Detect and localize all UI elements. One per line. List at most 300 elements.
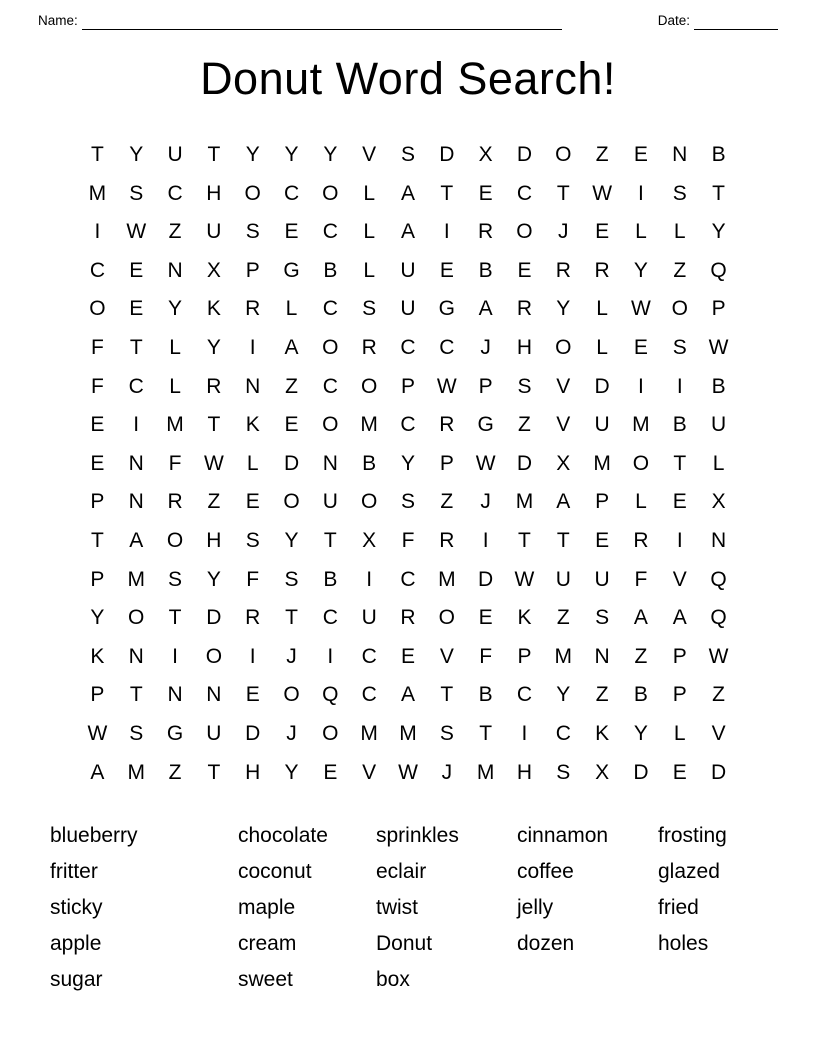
grid-cell[interactable]: Y (633, 721, 648, 745)
grid-cell[interactable]: R (361, 335, 377, 359)
grid-cell[interactable]: S (245, 528, 260, 552)
grid-cell[interactable]: L (246, 451, 259, 475)
grid-cell[interactable]: T (556, 528, 570, 552)
grid-cell[interactable]: C (89, 258, 105, 282)
grid-cell[interactable]: P (245, 258, 260, 282)
grid-cell[interactable]: Y (206, 567, 221, 591)
grid-cell[interactable]: L (673, 220, 686, 244)
grid-cell[interactable]: A (90, 760, 105, 784)
grid-cell[interactable]: Z (595, 143, 609, 166)
grid-cell[interactable]: R (245, 297, 261, 321)
grid-cell[interactable]: E (672, 760, 687, 784)
grid-cell[interactable]: P (517, 644, 532, 668)
grid-cell[interactable]: F (90, 335, 104, 359)
grid-cell[interactable]: T (518, 528, 531, 552)
grid-cell[interactable]: W (631, 297, 651, 321)
grid-cell[interactable]: W (514, 567, 535, 591)
word-list-item[interactable]: cinnamon (517, 824, 609, 848)
grid-cell[interactable]: K (517, 606, 532, 630)
grid-cell[interactable]: R (439, 413, 455, 437)
grid-cell[interactable]: O (128, 606, 145, 630)
grid-cell[interactable]: Y (323, 143, 338, 166)
grid-cell[interactable]: A (478, 297, 493, 321)
grid-cell[interactable]: C (322, 220, 338, 244)
grid-cell[interactable]: X (595, 760, 610, 784)
grid-cell[interactable]: M (127, 567, 145, 591)
grid-cell[interactable]: M (515, 490, 534, 514)
grid-cell[interactable]: E (439, 258, 454, 282)
grid-cell[interactable]: W (398, 760, 418, 784)
grid-cell[interactable]: O (516, 220, 533, 244)
grid-cell[interactable]: D (594, 374, 610, 398)
grid-cell[interactable]: M (438, 567, 456, 591)
grid-cell[interactable]: Y (556, 297, 571, 321)
grid-cell[interactable]: T (440, 181, 454, 205)
grid-cell[interactable]: A (633, 606, 648, 630)
grid-cell[interactable]: M (360, 413, 378, 437)
grid-cell[interactable]: X (556, 451, 571, 475)
grid-cell[interactable]: I (676, 374, 683, 398)
grid-cell[interactable]: O (322, 413, 339, 437)
grid-cell[interactable]: W (436, 374, 457, 398)
grid-cell[interactable]: A (672, 606, 687, 630)
grid-cell[interactable]: E (284, 220, 299, 244)
grid-cell[interactable]: D (478, 567, 494, 591)
word-list-item[interactable]: twist (376, 896, 418, 920)
grid-cell[interactable]: O (632, 451, 650, 475)
grid-cell[interactable]: N (322, 451, 338, 475)
grid-cell[interactable]: N (128, 451, 144, 475)
grid-cell[interactable]: Z (556, 606, 570, 630)
grid-cell[interactable]: W (126, 220, 147, 244)
grid-cell[interactable]: I (327, 644, 334, 668)
grid-cell[interactable]: L (363, 258, 375, 282)
grid-cell[interactable]: C (400, 335, 416, 359)
grid-cell[interactable]: V (556, 374, 571, 398)
grid-cell[interactable]: B (323, 567, 338, 591)
grid-cell[interactable]: I (521, 721, 528, 745)
grid-cell[interactable]: W (708, 335, 729, 359)
grid-cell[interactable]: O (89, 297, 106, 321)
grid-cell[interactable]: E (129, 258, 144, 282)
grid-cell[interactable]: S (400, 490, 415, 514)
grid-cell[interactable]: Z (595, 683, 609, 707)
grid-cell[interactable]: U (555, 567, 571, 591)
grid-cell[interactable]: P (595, 490, 610, 514)
grid-cell[interactable]: O (322, 181, 339, 205)
grid-cell[interactable]: L (285, 297, 298, 321)
word-list-item[interactable]: fritter (50, 860, 98, 884)
grid-cell[interactable]: G (477, 413, 494, 437)
grid-cell[interactable]: T (712, 181, 725, 205)
grid-cell[interactable]: C (516, 181, 533, 205)
grid-cell[interactable]: E (478, 606, 493, 630)
grid-cell[interactable]: Z (518, 413, 531, 437)
grid-cell[interactable]: I (249, 335, 256, 359)
grid-cell[interactable]: R (206, 374, 222, 398)
grid-cell[interactable]: F (246, 567, 260, 591)
grid-cell[interactable]: I (94, 220, 101, 244)
grid-cell[interactable]: V (362, 143, 377, 166)
word-list-item[interactable]: coconut (238, 860, 312, 884)
word-list-item[interactable]: eclair (376, 860, 427, 884)
grid-cell[interactable]: H (206, 181, 222, 205)
grid-cell[interactable]: T (90, 143, 104, 166)
grid-cell[interactable]: N (594, 644, 610, 668)
grid-cell[interactable]: W (592, 181, 613, 205)
grid-cell[interactable]: R (594, 258, 610, 282)
grid-cell[interactable]: E (90, 451, 105, 475)
word-list-item[interactable]: maple (238, 896, 296, 920)
grid-cell[interactable]: X (362, 528, 377, 552)
grid-cell[interactable]: W (203, 451, 224, 475)
grid-cell[interactable]: F (479, 644, 493, 668)
grid-cell[interactable]: F (401, 528, 415, 552)
grid-cell[interactable]: C (516, 683, 533, 707)
grid-cell[interactable]: Y (206, 335, 221, 359)
grid-cell[interactable]: U (400, 258, 416, 282)
grid-cell[interactable]: D (206, 606, 222, 630)
grid-cell[interactable]: Q (710, 567, 727, 591)
grid-cell[interactable]: L (596, 335, 608, 359)
grid-cell[interactable]: S (517, 374, 532, 398)
grid-cell[interactable]: O (322, 721, 339, 745)
grid-cell[interactable]: Z (712, 683, 725, 707)
grid-cell[interactable]: Y (633, 258, 648, 282)
grid-cell[interactable]: B (478, 683, 493, 707)
grid-cell[interactable]: T (168, 606, 182, 630)
grid-cell[interactable]: R (245, 606, 261, 630)
grid-cell[interactable]: H (245, 760, 261, 784)
grid-cell[interactable]: P (672, 644, 687, 668)
grid-cell[interactable]: Y (129, 143, 144, 166)
grid-cell[interactable]: M (399, 721, 417, 745)
grid-cell[interactable]: S (245, 220, 260, 244)
word-list-item[interactable]: blueberry (50, 824, 138, 848)
word-list-item[interactable]: chocolate (238, 824, 328, 848)
grid-cell[interactable]: T (285, 606, 298, 630)
grid-cell[interactable]: I (249, 644, 256, 668)
word-list-item[interactable]: sugar (50, 968, 103, 992)
grid-cell[interactable]: T (556, 181, 570, 205)
grid-cell[interactable]: E (633, 143, 648, 166)
grid-cell[interactable]: T (129, 335, 143, 359)
grid-cell[interactable]: Q (710, 606, 727, 630)
grid-cell[interactable]: C (283, 181, 300, 205)
grid-cell[interactable]: A (400, 220, 415, 244)
grid-cell[interactable]: G (283, 258, 300, 282)
grid-cell[interactable]: S (168, 567, 183, 591)
grid-cell[interactable]: O (360, 490, 378, 514)
grid-cell[interactable]: S (129, 721, 144, 745)
grid-cell[interactable]: Z (634, 644, 648, 668)
grid-cell[interactable]: A (129, 528, 144, 552)
grid-cell[interactable]: N (710, 528, 727, 552)
grid-cell[interactable]: E (323, 760, 338, 784)
grid-cell[interactable]: X (478, 143, 493, 166)
grid-cell[interactable]: Y (284, 760, 299, 784)
grid-cell[interactable]: Y (284, 528, 299, 552)
grid-cell[interactable]: U (594, 413, 610, 437)
grid-cell[interactable]: J (286, 721, 297, 745)
grid-cell[interactable]: E (672, 490, 687, 514)
grid-cell[interactable]: C (361, 644, 377, 668)
grid-cell[interactable]: S (595, 606, 610, 630)
grid-cell[interactable]: S (400, 143, 415, 166)
grid-cell[interactable]: J (480, 490, 491, 514)
grid-cell[interactable]: P (90, 490, 105, 514)
grid-cell[interactable]: O (283, 683, 300, 707)
word-list-item[interactable]: apple (50, 932, 102, 956)
grid-cell[interactable]: A (556, 490, 571, 514)
grid-cell[interactable]: G (438, 297, 455, 321)
grid-cell[interactable]: B (672, 413, 687, 437)
grid-cell[interactable]: R (167, 490, 183, 514)
grid-cell[interactable]: R (516, 297, 533, 321)
grid-cell[interactable]: K (245, 413, 260, 437)
grid-cell[interactable]: L (363, 220, 375, 244)
grid-cell[interactable]: E (129, 297, 144, 321)
grid-cell[interactable]: K (90, 644, 105, 668)
grid-cell[interactable]: L (363, 181, 375, 205)
grid-cell[interactable]: R (633, 528, 649, 552)
grid-cell[interactable]: E (90, 413, 105, 437)
grid-cell[interactable]: P (439, 451, 454, 475)
grid-cell[interactable]: G (166, 721, 184, 745)
grid-cell[interactable]: O (244, 181, 261, 205)
grid-cell[interactable]: S (672, 335, 687, 359)
grid-cell[interactable]: J (441, 760, 453, 784)
word-list-item[interactable]: cream (238, 932, 297, 956)
grid-cell[interactable]: F (168, 451, 182, 475)
word-list-item[interactable]: fried (658, 896, 699, 920)
grid-cell[interactable]: U (322, 490, 338, 514)
grid-cell[interactable]: V (362, 760, 377, 784)
grid-cell[interactable]: Y (711, 220, 726, 244)
grid-cell[interactable]: U (400, 297, 416, 321)
grid-cell[interactable]: R (555, 258, 571, 282)
grid-cell[interactable]: P (478, 374, 493, 398)
grid-cell[interactable]: P (672, 683, 687, 707)
grid-cell[interactable]: U (206, 721, 222, 745)
grid-cell[interactable]: O (283, 490, 300, 514)
grid-cell[interactable]: Z (207, 490, 221, 514)
grid-cell[interactable]: O (166, 528, 184, 552)
grid-cell[interactable]: N (245, 374, 261, 398)
grid-cell[interactable]: O (322, 335, 339, 359)
grid-cell[interactable]: L (673, 721, 686, 745)
grid-cell[interactable]: T (440, 683, 454, 707)
grid-cell[interactable]: L (635, 490, 647, 514)
grid-cell[interactable]: M (593, 451, 611, 475)
grid-cell[interactable]: N (672, 143, 688, 166)
word-list-item[interactable]: sticky (50, 896, 103, 920)
grid-cell[interactable]: B (478, 258, 493, 282)
grid-cell[interactable]: S (284, 567, 299, 591)
grid-cell[interactable]: D (245, 721, 261, 745)
grid-cell[interactable]: D (516, 451, 533, 475)
grid-cell[interactable]: S (129, 181, 144, 205)
grid-cell[interactable]: L (635, 220, 647, 244)
grid-cell[interactable]: R (439, 528, 455, 552)
grid-cell[interactable]: T (479, 721, 493, 745)
grid-cell[interactable]: X (206, 258, 221, 282)
grid-cell[interactable]: U (361, 606, 377, 630)
grid-cell[interactable]: C (400, 413, 416, 437)
grid-cell[interactable]: Y (245, 143, 260, 166)
grid-cell[interactable]: M (127, 760, 145, 784)
grid-cell[interactable]: T (90, 528, 104, 552)
grid-cell[interactable]: A (400, 683, 415, 707)
grid-cell[interactable]: I (443, 220, 450, 244)
grid-cell[interactable]: U (167, 143, 183, 166)
grid-cell[interactable]: L (596, 297, 608, 321)
grid-cell[interactable]: C (400, 567, 416, 591)
grid-cell[interactable]: S (556, 760, 571, 784)
grid-cell[interactable]: W (708, 644, 729, 668)
grid-cell[interactable]: E (284, 413, 299, 437)
grid-cell[interactable]: T (207, 760, 221, 784)
grid-cell[interactable]: I (366, 567, 373, 591)
grid-cell[interactable]: C (128, 374, 144, 398)
grid-cell[interactable]: J (286, 644, 297, 668)
grid-cell[interactable]: Z (285, 374, 298, 398)
grid-cell[interactable]: S (439, 721, 454, 745)
grid-cell[interactable]: O (555, 143, 572, 166)
word-list-item[interactable]: glazed (658, 860, 720, 884)
word-list-item[interactable]: coffee (517, 860, 574, 884)
grid-cell[interactable]: U (710, 413, 727, 437)
grid-cell[interactable]: B (633, 683, 648, 707)
grid-cell[interactable]: H (516, 760, 533, 784)
grid-cell[interactable]: W (475, 451, 496, 475)
grid-cell[interactable]: J (558, 220, 569, 244)
word-list-item[interactable]: dozen (517, 932, 575, 956)
word-list-item[interactable]: box (376, 968, 410, 992)
grid-cell[interactable]: T (129, 683, 143, 707)
grid-cell[interactable]: P (711, 297, 726, 321)
grid-cell[interactable]: Z (168, 220, 182, 244)
grid-cell[interactable]: S (672, 181, 687, 205)
grid-cell[interactable]: Y (90, 606, 105, 630)
grid-cell[interactable]: O (205, 644, 223, 668)
grid-cell[interactable]: Y (400, 451, 415, 475)
grid-cell[interactable]: B (711, 374, 726, 398)
grid-cell[interactable]: N (167, 683, 183, 707)
grid-cell[interactable]: C (167, 181, 183, 205)
name-input-line[interactable] (82, 15, 562, 30)
grid-cell[interactable]: D (439, 143, 455, 166)
grid-cell[interactable]: C (322, 297, 338, 321)
grid-cell[interactable]: V (439, 644, 454, 668)
grid-cell[interactable]: M (554, 644, 573, 668)
grid-cell[interactable]: M (476, 760, 495, 784)
date-input-line[interactable] (694, 15, 778, 30)
grid-cell[interactable]: V (672, 567, 687, 591)
grid-cell[interactable]: P (90, 683, 105, 707)
grid-cell[interactable]: C (555, 721, 571, 745)
grid-cell[interactable]: U (206, 220, 222, 244)
grid-cell[interactable]: L (169, 335, 181, 359)
grid-cell[interactable]: Z (440, 490, 454, 514)
word-list-item[interactable]: jelly (517, 896, 554, 920)
grid-cell[interactable]: U (594, 567, 610, 591)
grid-cell[interactable]: D (516, 143, 533, 166)
grid-cell[interactable]: M (88, 181, 107, 205)
grid-cell[interactable]: D (283, 451, 300, 475)
word-list-item[interactable]: sweet (238, 968, 293, 992)
grid-cell[interactable]: N (167, 258, 183, 282)
grid-cell[interactable]: N (206, 683, 222, 707)
grid-cell[interactable]: C (439, 335, 455, 359)
grid-cell[interactable]: Y (168, 297, 183, 321)
grid-cell[interactable]: F (634, 567, 648, 591)
grid-cell[interactable]: E (245, 683, 260, 707)
grid-cell[interactable]: E (595, 528, 610, 552)
grid-cell[interactable]: V (711, 721, 726, 745)
word-list-item[interactable]: frosting (658, 824, 727, 848)
grid-cell[interactable]: M (360, 721, 378, 745)
grid-cell[interactable]: L (712, 451, 725, 475)
grid-cell[interactable]: X (711, 490, 726, 514)
grid-cell[interactable]: B (711, 143, 726, 166)
grid-cell[interactable]: D (633, 760, 649, 784)
grid-cell[interactable]: E (517, 258, 532, 282)
grid-cell[interactable]: I (172, 644, 178, 668)
grid-cell[interactable]: I (133, 413, 140, 437)
grid-cell[interactable]: Y (556, 683, 571, 707)
grid-cell[interactable]: V (556, 413, 571, 437)
grid-cell[interactable]: Y (284, 143, 299, 166)
grid-cell[interactable]: R (478, 220, 494, 244)
grid-cell[interactable]: B (323, 258, 338, 282)
word-list-item[interactable]: Donut (376, 932, 433, 956)
word-list-item[interactable]: sprinkles (376, 824, 459, 848)
grid-cell[interactable]: L (169, 374, 181, 398)
grid-cell[interactable]: O (671, 297, 688, 321)
grid-cell[interactable]: N (128, 644, 144, 668)
grid-cell[interactable]: T (207, 143, 221, 166)
grid-cell[interactable]: K (595, 721, 610, 745)
grid-cell[interactable]: I (638, 181, 644, 205)
grid-cell[interactable]: I (482, 528, 489, 552)
grid-cell[interactable]: Z (168, 760, 182, 784)
grid-cell[interactable]: R (400, 606, 416, 630)
word-list-item[interactable]: holes (658, 932, 709, 956)
grid-cell[interactable]: F (90, 374, 104, 398)
grid-cell[interactable]: C (322, 374, 338, 398)
grid-cell[interactable]: I (676, 528, 683, 552)
grid-cell[interactable]: E (478, 181, 493, 205)
grid-cell[interactable]: Q (710, 258, 727, 282)
grid-cell[interactable]: E (400, 644, 415, 668)
grid-cell[interactable]: E (245, 490, 260, 514)
grid-cell[interactable]: Q (322, 683, 339, 707)
grid-cell[interactable]: T (673, 451, 687, 475)
grid-cell[interactable]: S (362, 297, 377, 321)
grid-cell[interactable]: J (480, 335, 491, 359)
grid-cell[interactable]: T (323, 528, 337, 552)
grid-cell[interactable]: E (633, 335, 648, 359)
grid-cell[interactable]: B (362, 451, 377, 475)
grid-cell[interactable]: C (361, 683, 377, 707)
grid-cell[interactable]: T (207, 413, 221, 437)
grid-cell[interactable]: K (206, 297, 221, 321)
grid-cell[interactable]: M (166, 413, 184, 437)
grid-cell[interactable]: O (438, 606, 455, 630)
grid-cell[interactable]: Z (673, 258, 687, 282)
grid-cell[interactable]: H (516, 335, 533, 359)
